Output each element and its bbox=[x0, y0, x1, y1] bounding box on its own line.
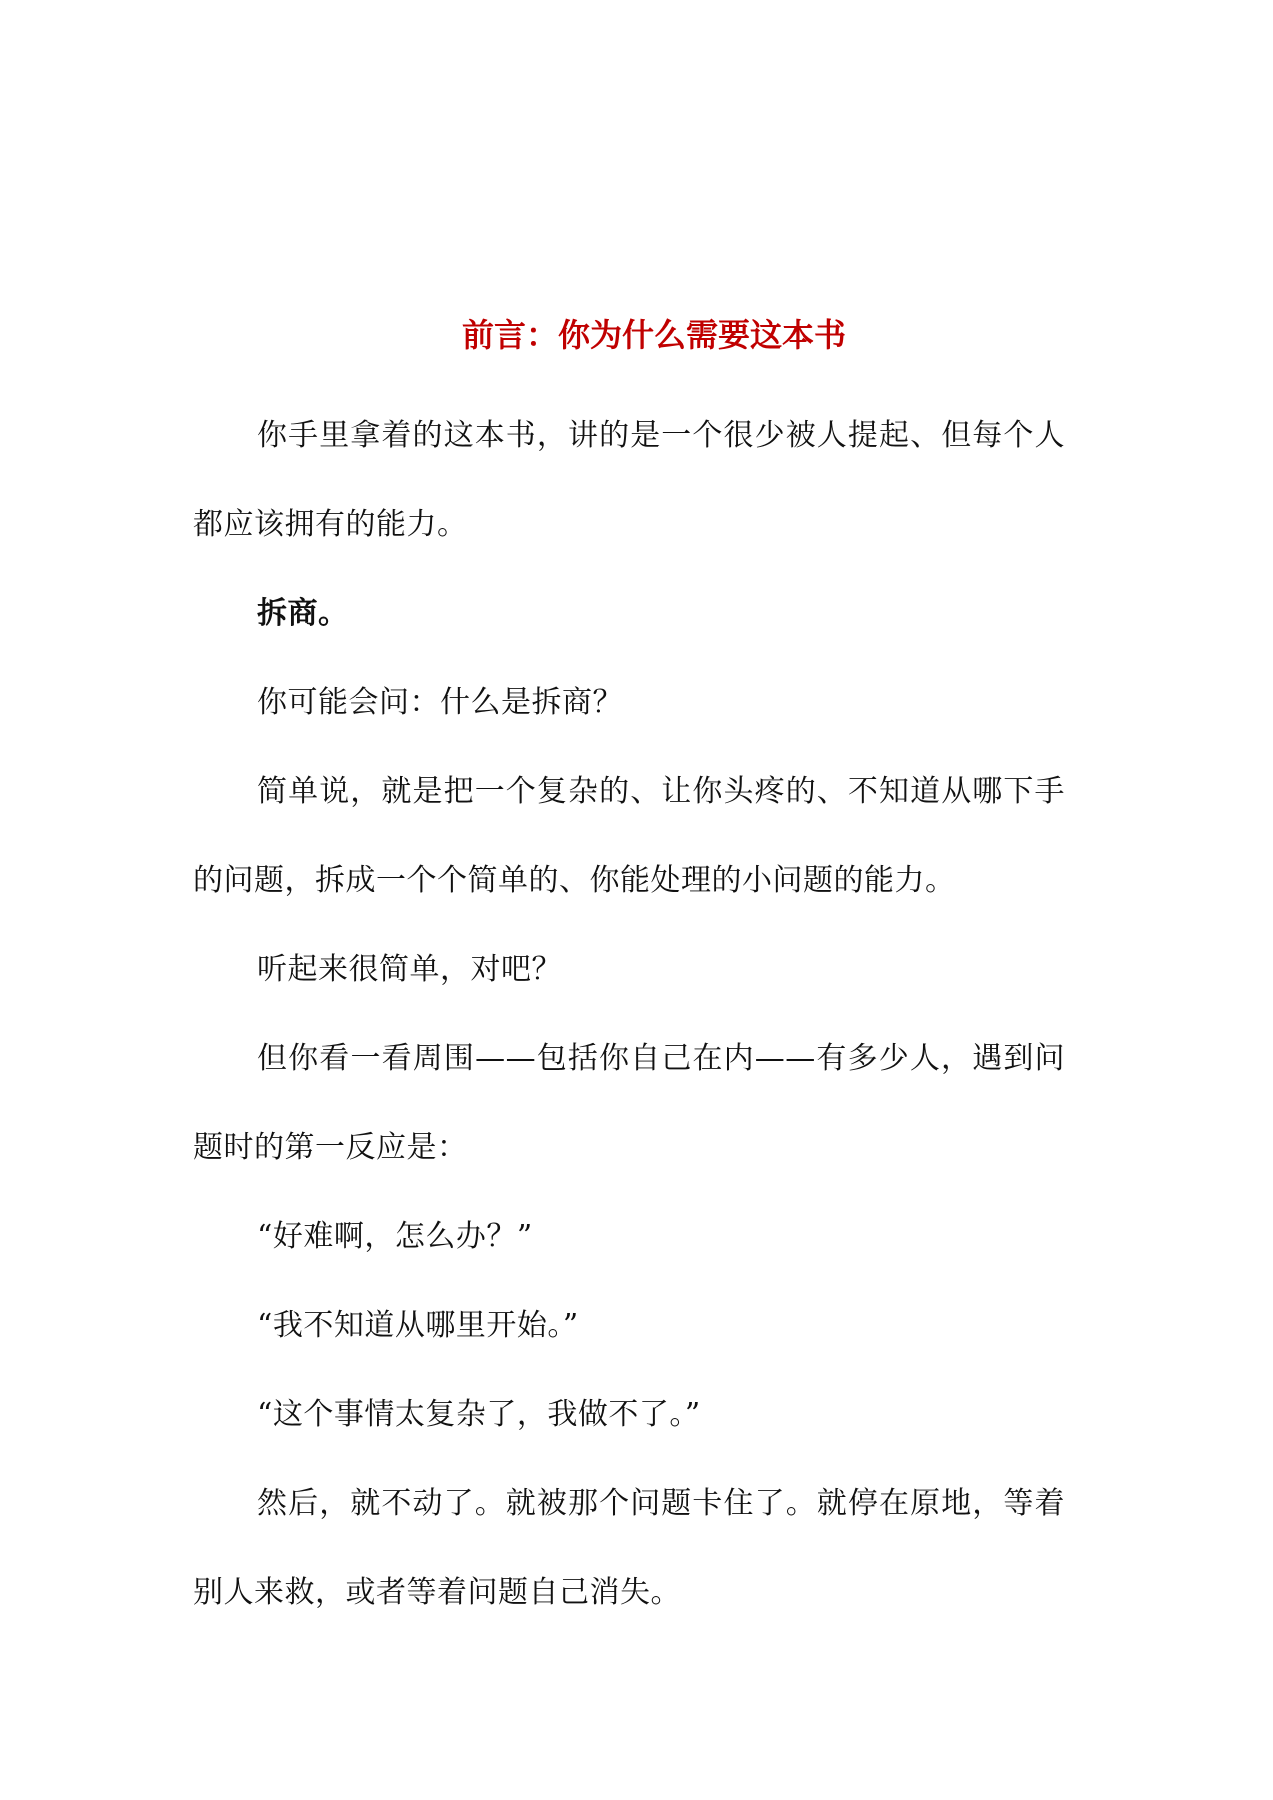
paragraph-look-around: 但你看一看周围——包括你自己在内——有多少人，遇到问题时的第一反应是： bbox=[193, 1041, 1065, 1165]
paragraph-stuck: 然后，就不动了。就被那个问题卡住了。就停在原地，等着别人来救，或者等着问题自己消失。 bbox=[193, 1486, 1065, 1610]
paragraph-keyword: 拆商。 bbox=[257, 596, 349, 631]
document-content bbox=[193, 309, 1065, 1637]
paragraph-intro: 你手里拿着的这本书，讲的是一个很少被人提起、但每个人都应该拥有的能力。 bbox=[193, 418, 1065, 542]
paragraph-quote-1: “好难啊，怎么办？” bbox=[257, 1219, 533, 1254]
paragraph-simple: 听起来很简单，对吧？ bbox=[257, 952, 562, 987]
chapter-title: 前言：你为什么需要这本书 bbox=[461, 316, 846, 354]
paragraph-question: 你可能会问：什么是拆商？ bbox=[257, 685, 623, 720]
paragraph-definition: 简单说，就是把一个复杂的、让你头疼的、不知道从哪下手的问题，拆成一个个简单的、你能处理的小问题的能力。 bbox=[193, 774, 1065, 898]
paragraph-quote-2: “我不知道从哪里开始。” bbox=[257, 1308, 579, 1343]
paragraph-quote-3: “这个事情太复杂了，我做不了。” bbox=[257, 1397, 701, 1432]
